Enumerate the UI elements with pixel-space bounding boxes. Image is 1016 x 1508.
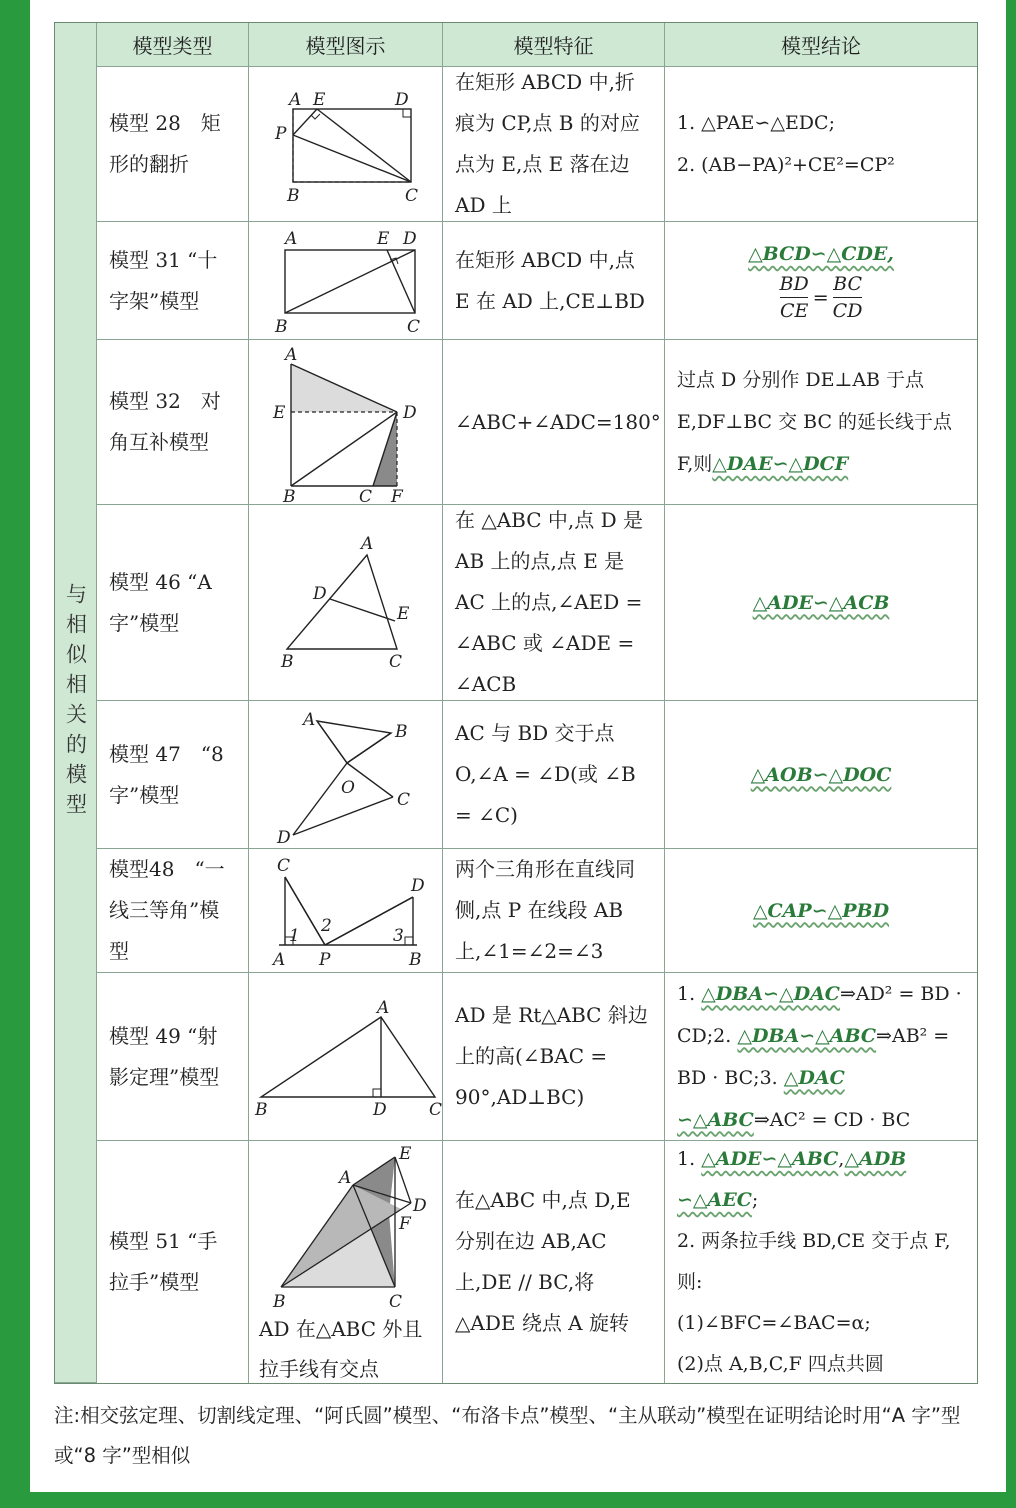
- diagram-rect-fold: [249, 67, 443, 222]
- row-49-type: 模型 49 “射影定理”模型: [97, 973, 249, 1141]
- row-48-type: 模型48 “一线三等角”模型: [97, 849, 249, 973]
- label-C: C: [407, 317, 421, 337]
- label-A: A: [273, 950, 286, 970]
- conclusion-text: 过点 D 分别作 DE⊥AB 于点 E,DF⊥BC 交 BC 的延长线于点 F,则: [677, 369, 953, 475]
- header-type: 模型类型: [97, 23, 249, 67]
- conclusion-line: 2. 两条拉手线 BD,CE 交于点 F,则:: [677, 1230, 951, 1293]
- row-32-feature: ∠ABC+∠ADC=180°: [443, 340, 665, 505]
- conclusion-line: (2)点 A,B,C,F 四点共圆: [677, 1353, 884, 1375]
- label-B: B: [255, 1100, 268, 1120]
- label-D: D: [313, 584, 327, 604]
- label-P: P: [275, 124, 287, 144]
- header-feature: 模型特征: [443, 23, 665, 67]
- label-B: B: [283, 487, 296, 505]
- side-label: 与相似相关的模型: [63, 582, 88, 823]
- diagram-cross: [249, 222, 443, 340]
- row-51-diagram: [249, 1141, 443, 1383]
- label-P: P: [319, 950, 331, 970]
- diagram-a-shape: [249, 505, 443, 701]
- footnote: 注:相交弦定理、切割线定理、“阿氏圆”模型、“布洛卡点”模型、“主从联动”模型在证明结论时用“A 字”型或“8 字”型相似: [54, 1404, 961, 1467]
- row-28-feature: 在矩形 ABCD 中,折痕为 CP,点 B 的对应点为 E,点 E 落在边 AD 上: [443, 67, 665, 222]
- label-A: A: [377, 998, 390, 1018]
- label-A: A: [361, 534, 374, 554]
- conclusion-similar: ∽△ABC: [677, 1108, 754, 1131]
- row-31-feature: 在矩形 ABCD 中,点 E 在 AD 上,CE⊥BD: [443, 222, 665, 340]
- angle-2: 2: [321, 916, 332, 936]
- conclusion-similar: △AOB∽△DOC: [750, 763, 892, 786]
- conclusion-similar: △DAE∽△DCF: [712, 453, 849, 475]
- conclusion-similar: △DBA∽△ABC: [737, 1024, 877, 1047]
- frac-den-1: CE: [780, 297, 808, 324]
- label-C: C: [359, 487, 373, 505]
- label-O: O: [341, 778, 355, 798]
- row-48-feature: 两个三角形在直线同侧,点 P 在线段 AB 上,∠1=∠2=∠3: [443, 849, 665, 973]
- frac-num-2: BC: [833, 273, 862, 295]
- row-49-conclusion: 1. △DBA∽△DAC⇒AD² = BD · CD;2. △DBA∽△ABC⇒AB² = BD · BC;3. △DAC ∽△ABC⇒AC² = CD · BC: [665, 973, 977, 1141]
- angle-1: 1: [289, 926, 300, 946]
- header-diagram: 模型图示: [249, 23, 443, 67]
- conclusion-line: (1)∠BFC=∠BAC=α;: [677, 1312, 871, 1334]
- label-C: C: [277, 856, 291, 876]
- angle-3: 3: [393, 926, 404, 946]
- label-E: E: [273, 403, 286, 423]
- conclusion-similar: △BCD∽△CDE,: [748, 243, 894, 265]
- diagram-caption: AD 在△ABC 外且拉手线有交点: [259, 1317, 423, 1381]
- conclusion-similar: △CAP∽△PBD: [752, 899, 890, 922]
- label-B: B: [287, 186, 300, 206]
- label-D: D: [411, 876, 425, 896]
- label-C: C: [397, 790, 411, 810]
- label-D: D: [373, 1100, 387, 1120]
- conclusion-similar: △ADE∽△ABC: [701, 1148, 839, 1170]
- diagram-three-equal-angles: [249, 849, 443, 973]
- label-B: B: [395, 722, 408, 742]
- label-C: C: [405, 186, 419, 206]
- conclusion-similar: △ADE∽△ACB: [752, 591, 890, 614]
- label-D: D: [395, 90, 409, 110]
- conclusion-similar: △DAC: [783, 1066, 845, 1089]
- diagram-hand-in-hand: [249, 1141, 443, 1311]
- label-A: A: [339, 1168, 352, 1188]
- label-B: B: [409, 950, 422, 970]
- conclusion-similar: △DBA∽△DAC: [701, 982, 840, 1005]
- label-D: D: [403, 403, 417, 423]
- label-A: A: [285, 229, 298, 249]
- row-46-diagram: [249, 505, 443, 701]
- row-47-type: 模型 47 “8 字”模型: [97, 701, 249, 849]
- label-D: D: [413, 1196, 427, 1216]
- row-28-conclusion: [665, 67, 977, 222]
- row-49-feature: AD 是 Rt△ABC 斜边上的高(∠BAC = 90°,AD⊥BC): [443, 973, 665, 1141]
- row-28-type: 模型 28 矩形的翻折: [97, 67, 249, 222]
- label-E: E: [397, 604, 410, 624]
- row-31-diagram: [249, 222, 443, 340]
- label-D: D: [277, 828, 291, 848]
- diagram-8-shape: [249, 701, 443, 849]
- label-B: B: [281, 652, 294, 672]
- row-46-type: 模型 46 “A 字”模型: [97, 505, 249, 701]
- row-46-conclusion: [665, 505, 977, 701]
- row-47-conclusion: [665, 701, 977, 849]
- row-48-diagram: [249, 849, 443, 973]
- row-47-feature: AC 与 BD 交于点 O,∠A = ∠D(或 ∠B = ∠C): [443, 701, 665, 849]
- conclusion-ratio: $\frac{BD}{CE}$ = $\frac{BC}{CD}$: [779, 273, 863, 322]
- label-A: A: [285, 345, 298, 365]
- diagram-supplementary: [249, 340, 443, 505]
- row-28-diagram: [249, 67, 443, 222]
- label-C: C: [429, 1100, 443, 1120]
- label-F: F: [391, 487, 403, 505]
- row-46-feature: 在 △ABC 中,点 D 是 AB 上的点,点 E 是 AC 上的点,∠AED = ∠ABC 或 ∠ADE = ∠ACB: [443, 505, 665, 701]
- row-51-conclusion: 1. △ADE∽△ABC,△ADB ∽△AEC; 2. 两条拉手线 BD,CE 交于点 F,则: (1)∠BFC=∠BAC=α; (2)点 A,B,C,F 四点共圆: [665, 1141, 977, 1383]
- row-49-diagram: [249, 973, 443, 1141]
- label-A: A: [289, 90, 302, 110]
- label-E: E: [377, 229, 390, 249]
- row-31-conclusion: [665, 222, 977, 340]
- label-E: E: [313, 90, 326, 110]
- row-47-diagram: [249, 701, 443, 849]
- label-C: C: [389, 652, 403, 672]
- frac-den-2: CD: [833, 297, 863, 324]
- conclusion-similar: △ADB: [844, 1148, 907, 1170]
- label-F: F: [399, 1214, 411, 1234]
- row-31-type: 模型 31 “十字架”模型: [97, 222, 249, 340]
- side-label-cell: [55, 23, 97, 1383]
- row-32-type: 模型 32 对角互补模型: [97, 340, 249, 505]
- model-table: [54, 22, 978, 1384]
- row-51-type: 模型 51 “手拉手”模型: [97, 1141, 249, 1383]
- label-A: A: [303, 710, 316, 730]
- row-51-feature: 在△ABC 中,点 D,E 分别在边 AB,AC 上,DE // BC,将△ADE 绕点 A 旋转: [443, 1141, 665, 1383]
- label-B: B: [275, 317, 288, 337]
- conclusion-similar: ∽△AEC: [677, 1189, 752, 1211]
- label-B: B: [273, 1292, 286, 1311]
- page: [30, 0, 1006, 1492]
- frac-num-1: BD: [779, 273, 809, 295]
- label-E: E: [399, 1144, 412, 1164]
- conclusion-line: 2. (AB−PA)²+CE²=CP²: [677, 154, 895, 176]
- label-D: D: [403, 229, 417, 249]
- row-48-conclusion: [665, 849, 977, 973]
- diagram-projection: [249, 973, 443, 1141]
- row-32-conclusion: [665, 340, 977, 505]
- header-conclusion: 模型结论: [665, 23, 977, 67]
- row-32-diagram: [249, 340, 443, 505]
- label-C: C: [389, 1292, 403, 1311]
- conclusion-line: 1. △PAE∽△EDC;: [677, 112, 835, 134]
